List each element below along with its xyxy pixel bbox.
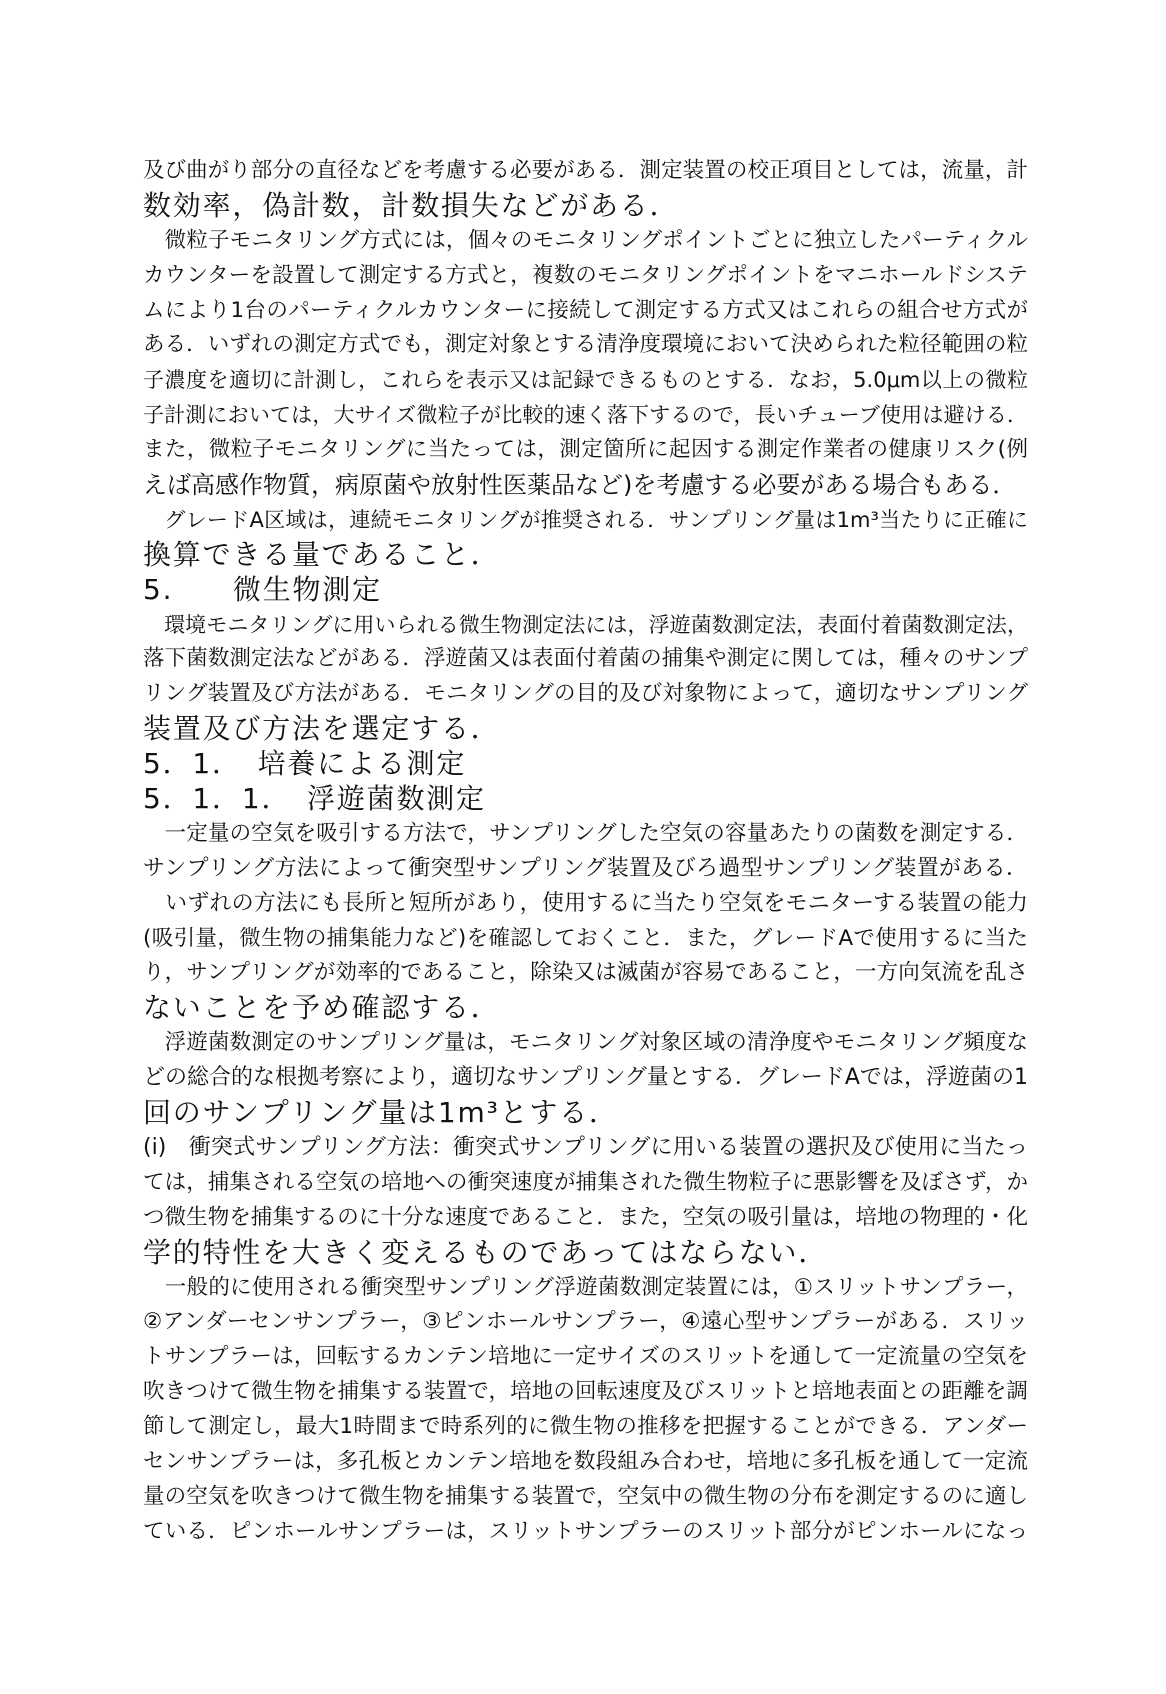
text-line: ないことを予め確認する． bbox=[143, 991, 501, 1025]
text-line: ムにより1台のパーティクルカウンターに接続して測定する方式又はこれらの組合せ方式が bbox=[143, 297, 1028, 323]
text-line: 学的特性を大きく変えるものであってはならない． bbox=[143, 1235, 829, 1269]
text-line: また，微粒子モニタリングに当たっては，測定箇所に起因する測定作業者の健康リスク(例 bbox=[143, 437, 1028, 463]
section-heading: 5. 微生物測定 bbox=[143, 572, 382, 606]
text-line: 換算できる量であること． bbox=[143, 537, 501, 571]
text-line: 装置及び方法を選定する． bbox=[143, 712, 501, 746]
text-line: グレードA区域は，連続モニタリングが推奨される．サンプリング量は1m³当たりに正確に bbox=[143, 507, 1028, 532]
text-line: 数効率，偽計数，計数損失などがある． bbox=[143, 188, 680, 222]
text-line: 節して測定し，最大1時間まで時系列的に微生物の推移を把握することができる．アンダー bbox=[143, 1414, 1028, 1440]
text-line: 子計測においては，大サイズ微粒子が比較的速く落下するので，長いチューブ使用は避ける． bbox=[143, 403, 1028, 428]
text-line: 浮遊菌数測定のサンプリング量は，モニタリング対象区域の清浄度やモニタリング頻度な bbox=[143, 1030, 1028, 1056]
text-line: 吹きつけて微生物を捕集する装置で，培地の回転速度及びスリットと培地表面との距離を調 bbox=[143, 1379, 1028, 1405]
text-line: ている．ピンホールサンプラーは，スリットサンプラーのスリット部分がピンホールになっ bbox=[143, 1518, 1028, 1544]
text-line: ては，捕集される空気の培地への衝突速度が捕集された微生物粒子に悪影響を及ぼさず，か bbox=[143, 1169, 1028, 1195]
text-line: えば高感作物質，病原菌や放射性医薬品など)を考慮する必要がある場合もある． bbox=[143, 471, 1017, 500]
text-line: どの総合的な根拠考察により，適切なサンプリング量とする．グレードAでは，浮遊菌の1 bbox=[143, 1065, 1028, 1091]
text-line: サンプリング方法によって衝突型サンプリング装置及びろ過型サンプリング装置がある． bbox=[143, 855, 1028, 881]
section-heading: 5．1． 培養による測定 bbox=[143, 747, 467, 781]
text-line: リング装置及び方法がある．モニタリングの目的及び対象物によって，適切なサンプリング bbox=[143, 681, 1028, 707]
text-line: (吸引量，微生物の捕集能力など)を確認しておくこと．また，グレードAで使用するに当た bbox=[143, 925, 1028, 951]
text-line: 子濃度を適切に計測し，これらを表示又は記録できるものとする．なお，5.0μm以上の微粒 bbox=[143, 368, 1028, 393]
text-line: ある．いずれの測定方式でも，測定対象とする清浄度環境において決められた粒径範囲の粒 bbox=[143, 332, 1028, 358]
text-line: 及び曲がり部分の直径などを考慮する必要がある．測定装置の校正項目としては，流量，計 bbox=[143, 158, 1028, 183]
text-line: 一般的に使用される衝突型サンプリング浮遊菌数測定装置には，①スリットサンプラー， bbox=[143, 1274, 1028, 1300]
text-line: つ微生物を捕集するのに十分な速度であること．また，空気の吸引量は，培地の物理的・化 bbox=[143, 1204, 1028, 1230]
text-line: いずれの方法にも長所と短所があり，使用するに当たり空気をモニターする装置の能力 bbox=[143, 890, 1028, 916]
text-line: 環境モニタリングに用いられる微生物測定法には，浮遊菌数測定法，表面付着菌数測定法， bbox=[143, 612, 1028, 637]
text-line: 量の空気を吹きつけて微生物を捕集する装置で，空気中の微生物の分布を測定するのに適し bbox=[143, 1483, 1028, 1509]
text-line: カウンターを設置して測定する方式と，複数のモニタリングポイントをマニホールドシステ bbox=[143, 262, 1028, 288]
text-line: り，サンプリングが効率的であること，除染又は滅菌が容易であること，一方向気流を乱さ bbox=[143, 960, 1028, 986]
text-line: 回のサンプリング量は1m³とする． bbox=[143, 1096, 619, 1130]
text-line: (i) 衝突式サンプリング方法：衝突式サンプリングに用いる装置の選択及び使用に当たっ bbox=[143, 1134, 1028, 1160]
text-line: 一定量の空気を吸引する方法で，サンプリングした空気の容量あたりの菌数を測定する． bbox=[143, 820, 1028, 846]
section-heading: 5．1．1． 浮遊菌数測定 bbox=[143, 782, 486, 816]
text-line: センサンプラーは，多孔板とカンテン培地を数段組み合わせ，培地に多孔板を通して一定流 bbox=[143, 1448, 1028, 1474]
text-line: 微粒子モニタリング方式には，個々のモニタリングポイントごとに独立したパーティクル bbox=[143, 227, 1028, 253]
document-page bbox=[143, 154, 1028, 1550]
text-line: 落下菌数測定法などがある．浮遊菌又は表面付着菌の捕集や測定に関しては，種々のサンプ bbox=[143, 646, 1028, 672]
text-line: トサンプラーは，回転するカンテン培地に一定サイズのスリットを通して一定流量の空気を bbox=[143, 1344, 1028, 1370]
text-line: ②アンダーセンサンプラー，③ピンホールサンプラー，④遠心型サンプラーがある．スリッ bbox=[143, 1309, 1028, 1335]
